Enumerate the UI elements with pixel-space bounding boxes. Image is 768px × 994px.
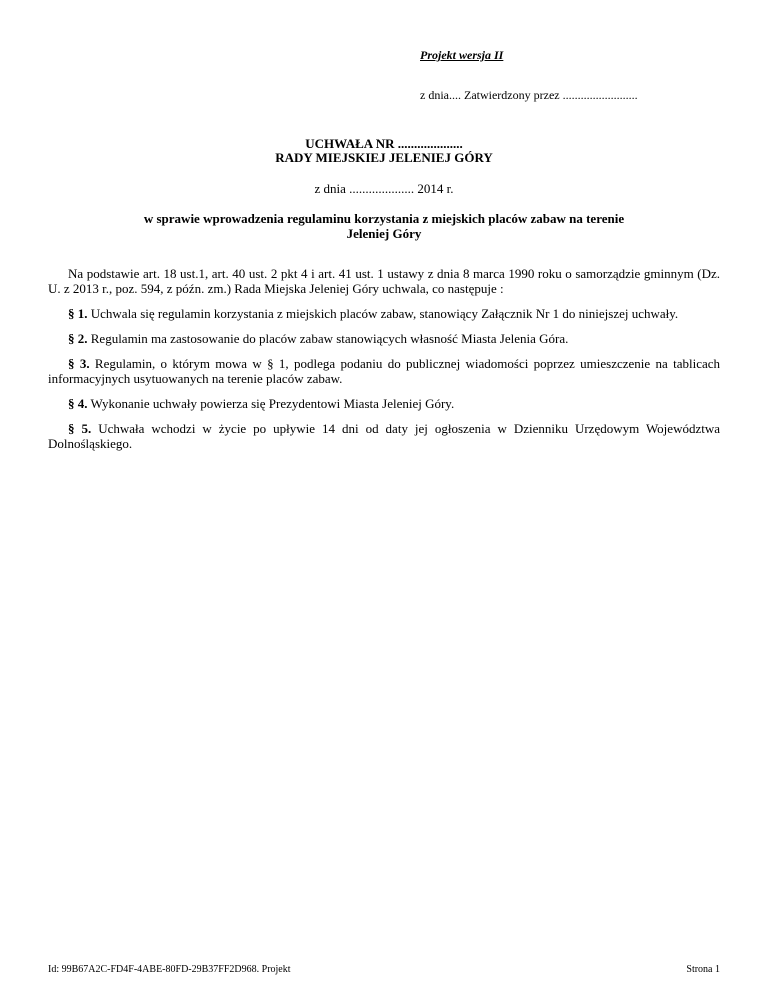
resolution-title-number: UCHWAŁA NR .................... xyxy=(305,136,463,151)
subject-line-2: Jeleniej Góry xyxy=(346,226,422,241)
paragraph-number: § 3. xyxy=(68,356,90,371)
subject-line-1: w sprawie wprowadzenia regulaminu korzystania z miejskich placów zabaw na terenie xyxy=(143,211,625,226)
document-id: Id: 99B67A2C-FD4F-4ABE-80FD-29B37FF2D968. Projekt xyxy=(48,964,291,975)
paragraph-number: § 4. xyxy=(68,396,88,411)
paragraph-text: Regulamin ma zastosowanie do placów zabaw stanowiących własność Miasta Jelenia Góra. xyxy=(87,331,569,346)
paragraph-number: § 5. xyxy=(68,421,92,436)
resolution-date: z dnia .................... 2014 r. xyxy=(314,181,454,196)
project-header xyxy=(420,48,638,103)
paragraph-text: Wykonanie uchwały powierza się Prezydentowi Miasta Jeleniej Góry. xyxy=(87,396,455,411)
resolution-title-council: RADY MIEJSKIEJ JELENIEJ GÓRY xyxy=(275,150,493,165)
paragraph-text: Uchwała wchodzi w życie po upływie 14 dni od daty jej ogłoszenia w Dzienniku Urzędowym Województwa Dolnośląskiego. xyxy=(48,421,720,451)
approval-line: z dnia.... Zatwierdzony przez ......................... xyxy=(420,88,638,102)
paragraph-4 xyxy=(48,396,720,411)
page-number: Strona 1 xyxy=(686,964,720,975)
paragraph-text: Regulamin, o którym mowa w § 1, podlega podaniu do publicznej wiadomości poprzez umieszczenie na tablicach informacyjnych usytuowanych na terenie placów zabaw. xyxy=(48,356,721,386)
paragraph-number: § 2. xyxy=(68,331,88,346)
paragraph-number: § 1. xyxy=(68,306,88,321)
paragraph-5 xyxy=(48,421,720,451)
paragraph-1 xyxy=(48,306,720,321)
legal-basis-paragraph: Na podstawie art. 18 ust.1, art. 40 ust. 2 pkt 4 i art. 41 ust. 1 ustawy z dnia 8 marca 1990 roku o samorządzie gminnym (Dz. U. z 2013 r., poz. 594, z późn. zm.) Rada Miejska Jeleniej Góry uchwala, co następuje : xyxy=(48,266,720,296)
resolution-body xyxy=(48,266,720,461)
paragraph-2 xyxy=(48,331,720,346)
resolution-subject xyxy=(80,211,688,241)
paragraph-3 xyxy=(48,356,720,386)
project-version-label: Projekt wersja II xyxy=(420,48,504,62)
paragraph-text: Uchwala się regulamin korzystania z miejskich placów zabaw, stanowiący Załącznik Nr 1 do niniejszej uchwały. xyxy=(87,306,679,321)
